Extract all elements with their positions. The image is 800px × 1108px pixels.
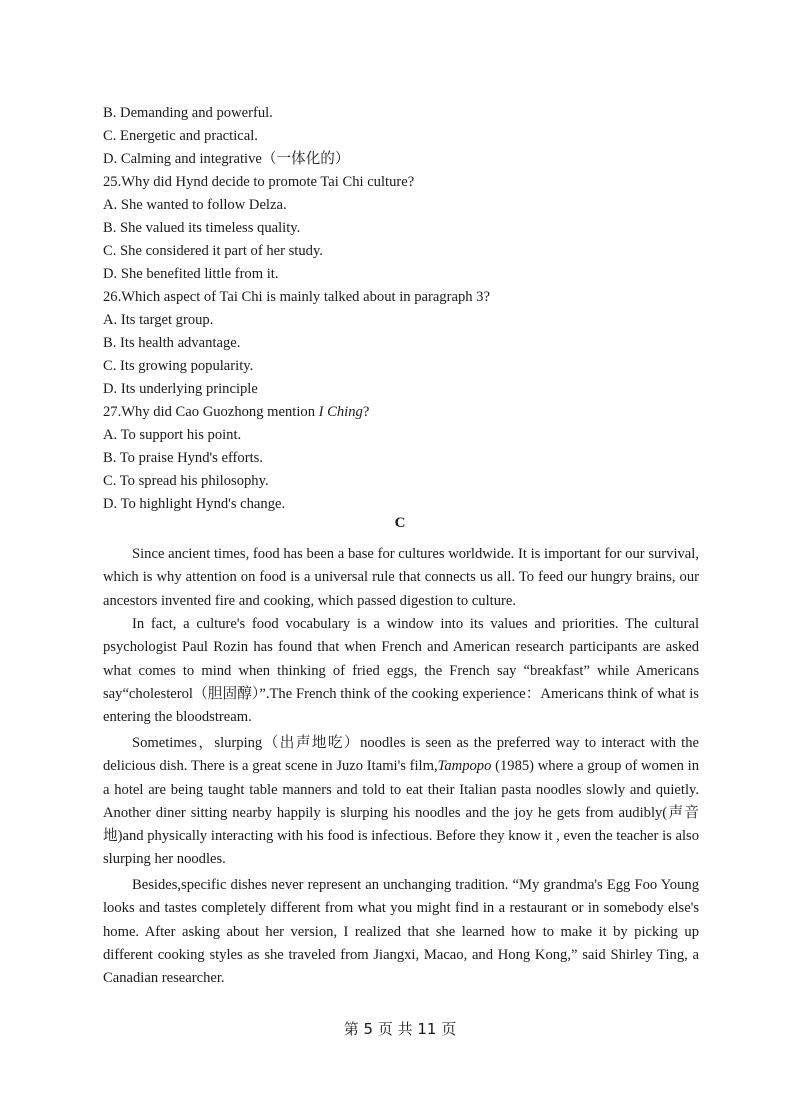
page-number: 第 5 页 共 11 页: [343, 1020, 457, 1038]
q25-option-d: D. She benefited little from it.: [103, 266, 279, 282]
paragraph-3-text-end: (1985) where a group of women in a hotel are being taught table manners and told to eat their Italian pasta noodles slowly and quietly. Another diner sitting nearby happily is slurping his noodles and the joy he gets from audibly(声音地)and physically interacting with his food is infectious. Before they know it , even the teacher is also slurping her noodles.: [103, 758, 699, 868]
paragraph-3-text-start: Sometimes，slurping（出声地吃）noodles is seen as the preferred way to interact with the delicious dish. There is a great scene in Juzo Itami's film,: [103, 735, 699, 775]
q24-option-b: B. Demanding and powerful.: [103, 105, 273, 121]
q25-stem: 25.Why did Hynd decide to promote Tai Chi culture?: [103, 174, 415, 190]
q27-option-d: D. To highlight Hynd's change.: [103, 496, 286, 512]
q27-stem-title: I Ching: [318, 404, 363, 420]
q26-option-a: A. Its target group.: [103, 312, 214, 328]
q27-stem: [103, 403, 369, 421]
q27-option-a: A. To support his point.: [103, 427, 242, 443]
passage-c-paragraph-4: Besides,specific dishes never represent an unchanging tradition. “My grandma's Egg Foo Young looks and tastes completely different from what you might find in a restaurant or in somebody else's home. After asking about her version, I realized that she learned how to make it by picking up different cooking styles as she traveled from Jiangxi, Macao, and Hong Kong,” said Shirley Ting, a Canadian researcher.: [103, 877, 699, 987]
q25-option-c: C. She considered it part of her study.: [103, 243, 323, 259]
passage-c-paragraph-3: [103, 732, 699, 872]
q24-option-d: D. Calming and integrative（一体化的）: [103, 151, 350, 167]
passage-c-paragraph-2: In fact, a culture's food vocabulary is a window into its values and priorities. The cultural psychologist Paul Rozin has found that when French and American research participants are asked what comes to mind when thinking of fried eggs, the French say “breakfast” while Americans say“cholesterol（胆固醇）”.The French think of the cooking experience：Americans think of what is entering the bloodstream.: [103, 616, 699, 726]
q26-option-d: D. Its underlying principle: [103, 381, 258, 397]
q26-stem: 26.Which aspect of Tai Chi is mainly talked about in paragraph 3?: [103, 289, 490, 305]
q27-stem-end: ?: [362, 404, 370, 420]
q27-option-c: C. To spread his philosophy.: [103, 473, 269, 489]
q27-option-b: B. To praise Hynd's efforts.: [103, 450, 263, 466]
film-title: Tampopo: [437, 758, 492, 775]
q27-stem-text: 27.Why did Cao Guozhong mention: [103, 404, 319, 420]
q24-option-c: C. Energetic and practical.: [103, 128, 258, 144]
q26-option-b: B. Its health advantage.: [103, 335, 241, 351]
passage-c-paragraph-1: Since ancient times, food has been a base for cultures worldwide. It is important for our survival, which is why attention on food is a universal rule that connects us all. To feed our hungry brains, our ancestors invented fire and cooking, which passed digestion to culture.: [103, 546, 699, 609]
q26-option-c: C. Its growing popularity.: [103, 358, 254, 374]
section-c-title: C: [394, 515, 406, 531]
q25-option-a: A. She wanted to follow Delza.: [103, 197, 287, 213]
q25-option-b: B. She valued its timeless quality.: [103, 220, 301, 236]
